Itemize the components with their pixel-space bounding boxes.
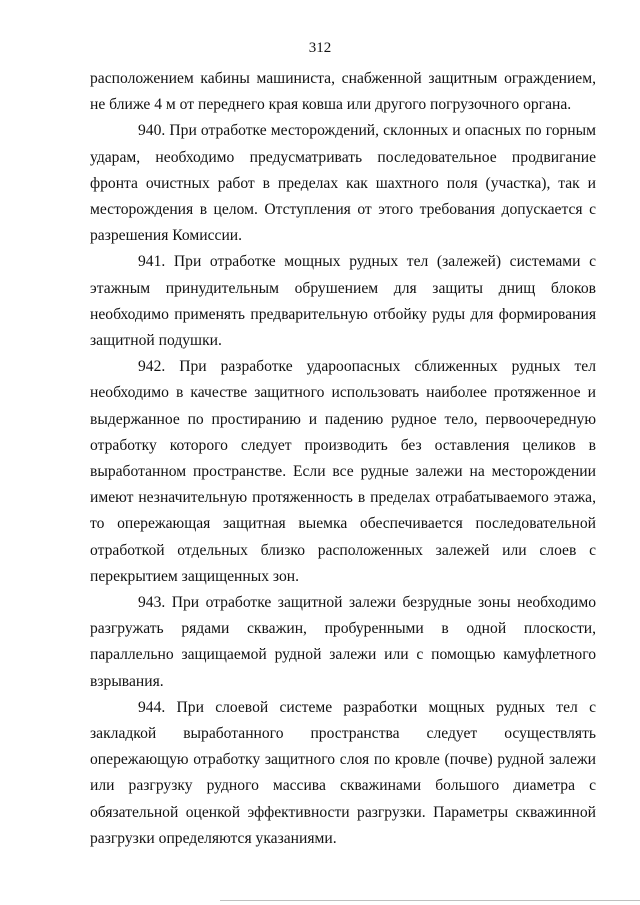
page-number: 312 [308, 40, 332, 56]
paragraph-941: 941. При отработке мощных рудных тел (залежей) системами с этажным принудительным обрушением для защиты днищ блоков необходимо применять предварительную отбойку руды для формирования защитной подушки. [90, 253, 596, 350]
paragraph-940: 940. При отработке месторождений, склонных и опасных по горным ударам, необходимо предусматривать последовательное продвигание фронта очистных работ в пределах как шахтного поля (участка), так и месторождения в целом. Отступления от этого требования допускается с разрешения Комиссии. [90, 122, 596, 245]
paragraph-continuation: расположением кабины машиниста, снабженной защитным ограждением, не ближе 4 м от переднего края ковша или другого погрузочного органа. [90, 70, 596, 114]
paragraph-943: 943. При отработке защитной залежи безрудные зоны необходимо разгружать рядами скважин, пробуренными в одной плоскости, параллельно защищаемой рудной залежи или с помощью камуфлетного взрывания. [90, 594, 596, 690]
page-bottom-divider [220, 900, 640, 901]
document-body [90, 66, 596, 852]
paragraph-944: 944. При слоевой системе разработки мощных рудных тел с закладкой выработанного пространства следует осуществлять опережающую отработку защитного слоя по кровле (почве) рудной залежи или разгрузку рудного массива скважинами большого диаметра с обязательной оценкой эффективности разгрузки. Параметры скважинной разгрузки определяются указаниями. [90, 698, 596, 847]
paragraph-942: 942. При разработке удароопасных сближенных рудных тел необходимо в качестве защитного использовать наиболее протяженное и выдержанное по простиранию и падению рудное тело, первоочередную отработку которого следует производить без оставления целиков в выработанном пространстве. Если все рудные залежи на месторождении имеют незначительную протяженность в пределах отрабатываемого этажа, то опережающая защитная выемка обеспечивается последовательной отработкой отдельных близко расположенных залежей или слоев с перекрытием защищенных зон. [90, 358, 596, 585]
